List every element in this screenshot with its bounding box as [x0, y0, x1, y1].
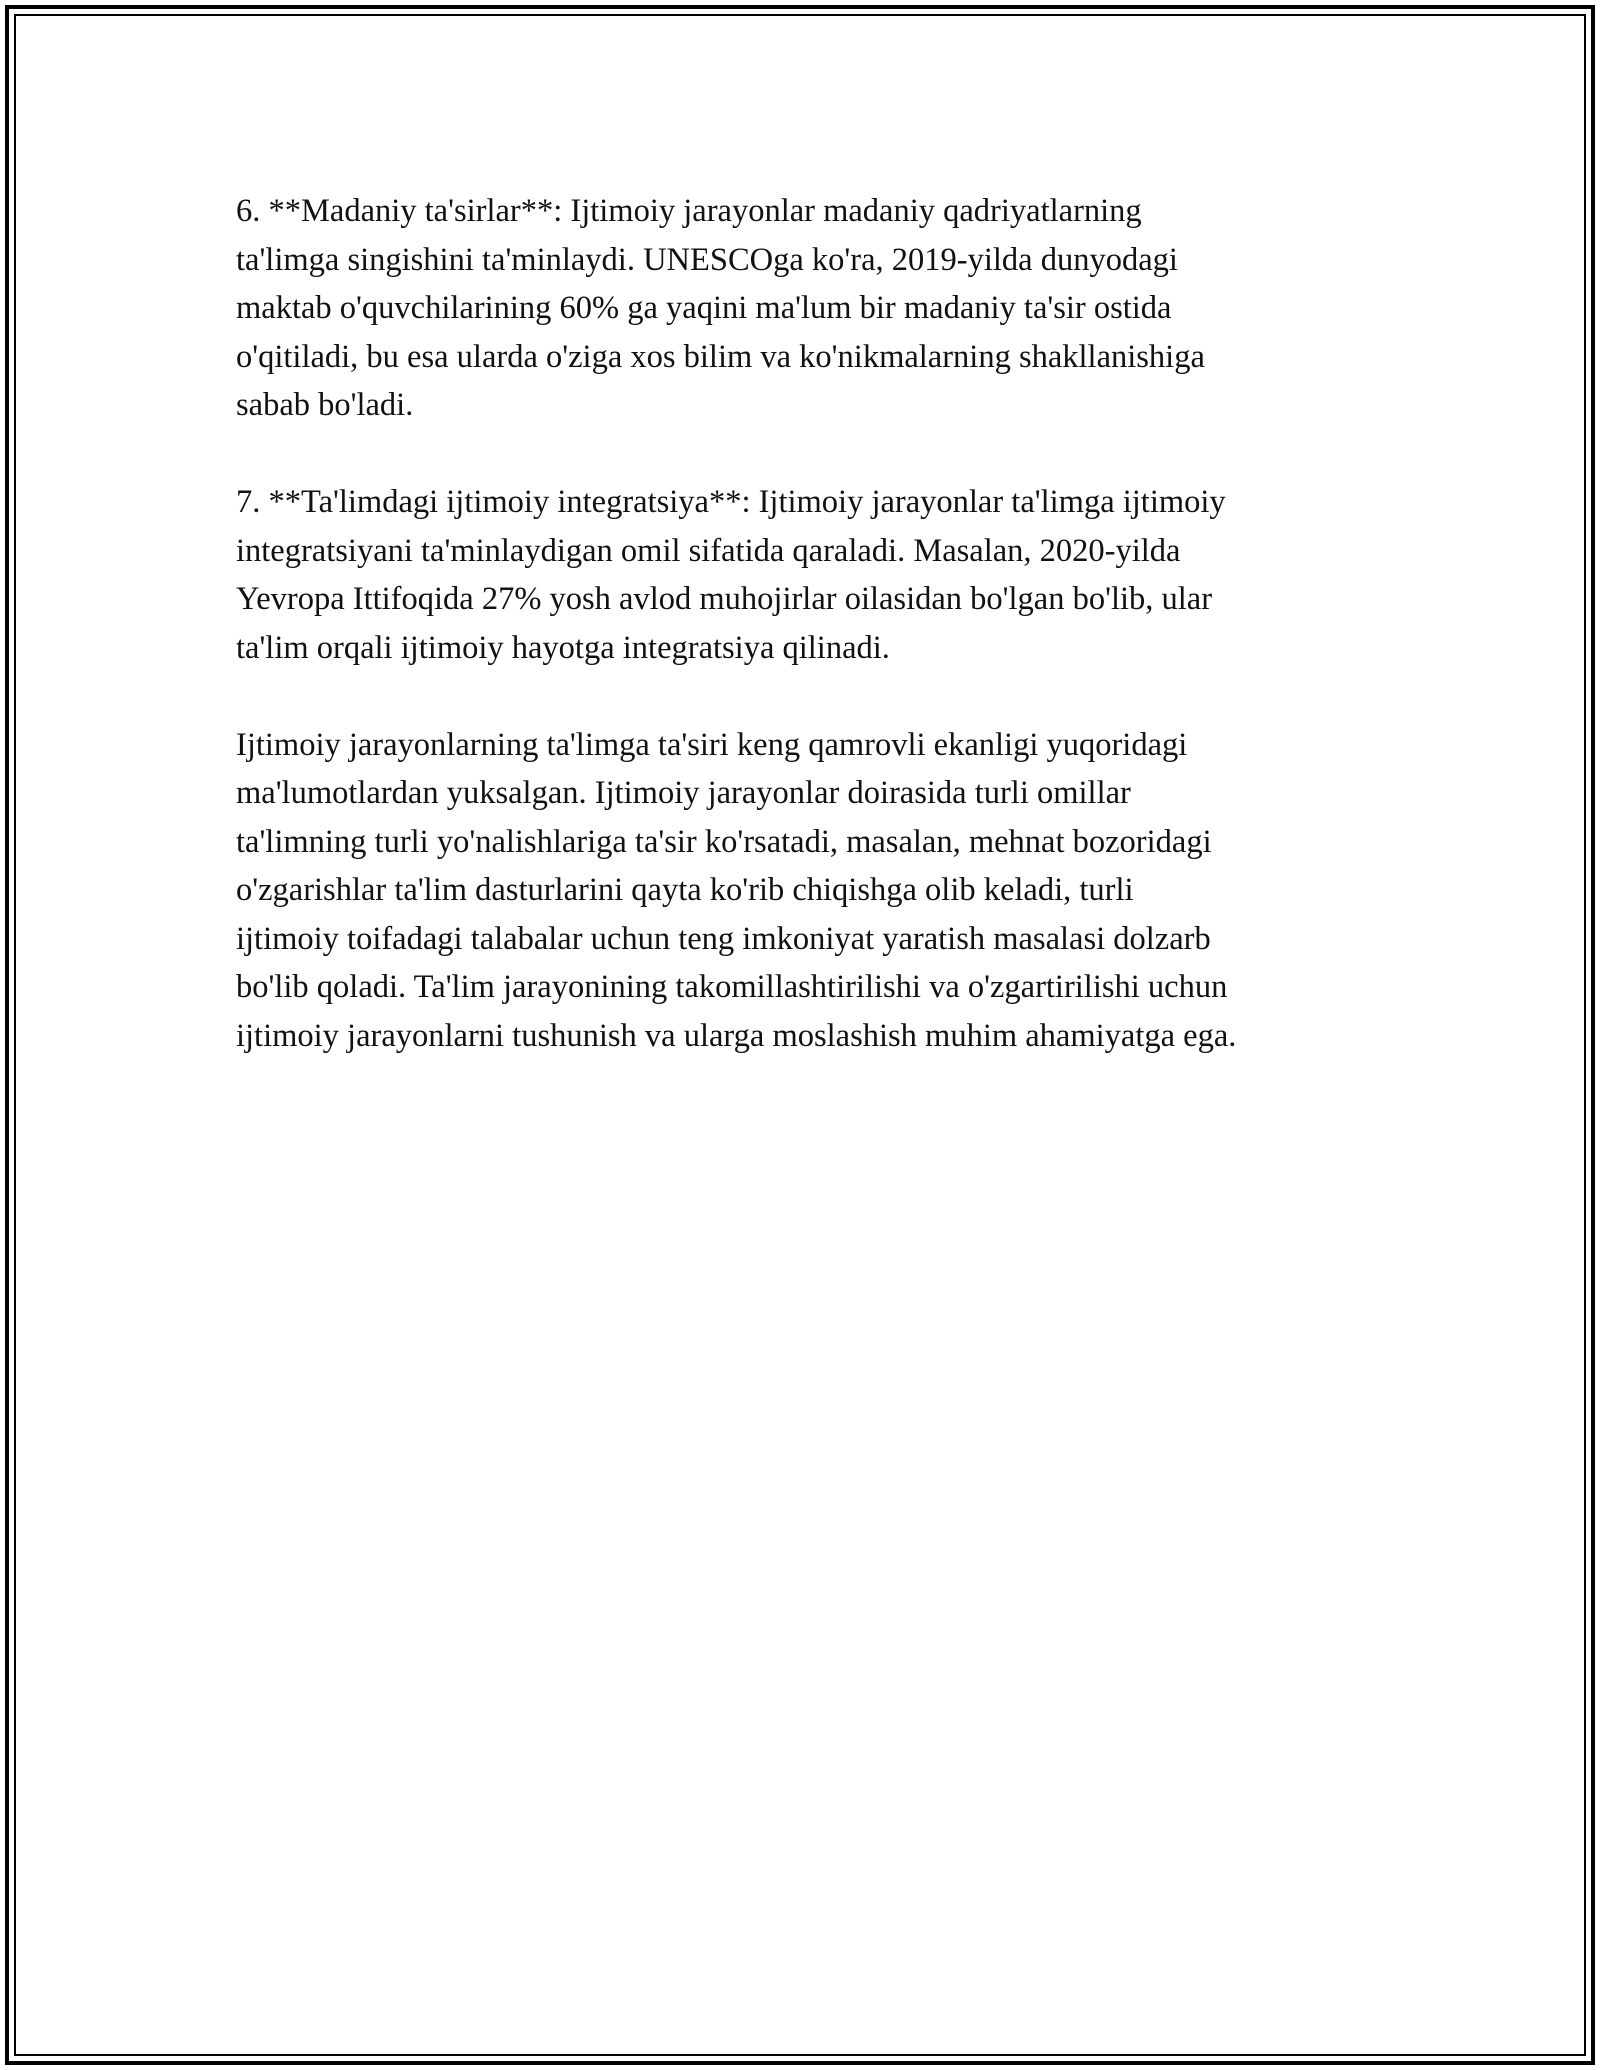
text-line: Yevropa Ittifoqida 27% yosh avlod muhojirlar oilasidan bo'lgan bo'lib, ular [236, 581, 1213, 617]
text-line: ijtimoiy jarayonlarni tushunish va ularga moslashish muhim ahamiyatga ega. [236, 1017, 1237, 1054]
text-line: integratsiyani ta'minlaydigan omil sifatida qaraladi. Masalan, 2020-yilda [236, 532, 1181, 569]
text-line: ma'lumotlardan yuksalgan. Ijtimoiy jarayonlar doirasida turli omillar [236, 775, 1131, 811]
text-line: ta'lim orqali ijtimoiy hayotga integratsiya qilinadi. [236, 629, 890, 666]
text-line: o'qitiladi, bu esa ularda o'ziga xos bilim va ko'nikmalarning shakllanishiga [236, 338, 1205, 375]
text-line: Ijtimoiy jarayonlarning ta'limga ta'siri keng qamrovli ekanligi yuqoridagi [236, 726, 1188, 763]
text-line: ta'limning turli yo'nalishlariga ta'sir ko'rsatadi, masalan, mehnat bozoridagi [236, 823, 1212, 860]
paragraph-social-integration [236, 478, 1386, 672]
text-line: ijtimoiy toifadagi talabalar uchun teng imkoniyat yaratish masalasi dolzarb [236, 920, 1211, 957]
text-line: 7. **Ta'limdagi ijtimoiy integratsiya**: Ijtimoiy jarayonlar ta'limga ijtimoiy [236, 484, 1226, 520]
page-body [236, 187, 1386, 1060]
text-line: sabab bo'ladi. [236, 387, 414, 423]
text-line: maktab o'quvchilarining 60% ga yaqini ma'lum bir madaniy ta'sir ostida [236, 290, 1172, 326]
paragraph-cultural-influences [236, 187, 1386, 430]
text-line: ta'limga singishini ta'minlaydi. UNESCOga ko'ra, 2019-yilda dunyodagi [236, 241, 1178, 278]
paragraph-conclusion [236, 721, 1386, 1061]
text-line: 6. **Madaniy ta'sirlar**: Ijtimoiy jarayonlar madaniy qadriyatlarning [236, 193, 1142, 229]
text-line: bo'lib qoladi. Ta'lim jarayonining takomillashtirilishi va o'zgartirilishi uchun [236, 969, 1228, 1005]
text-line: o'zgarishlar ta'lim dasturlarini qayta ko'rib chiqishga olib keladi, turli [236, 872, 1134, 908]
